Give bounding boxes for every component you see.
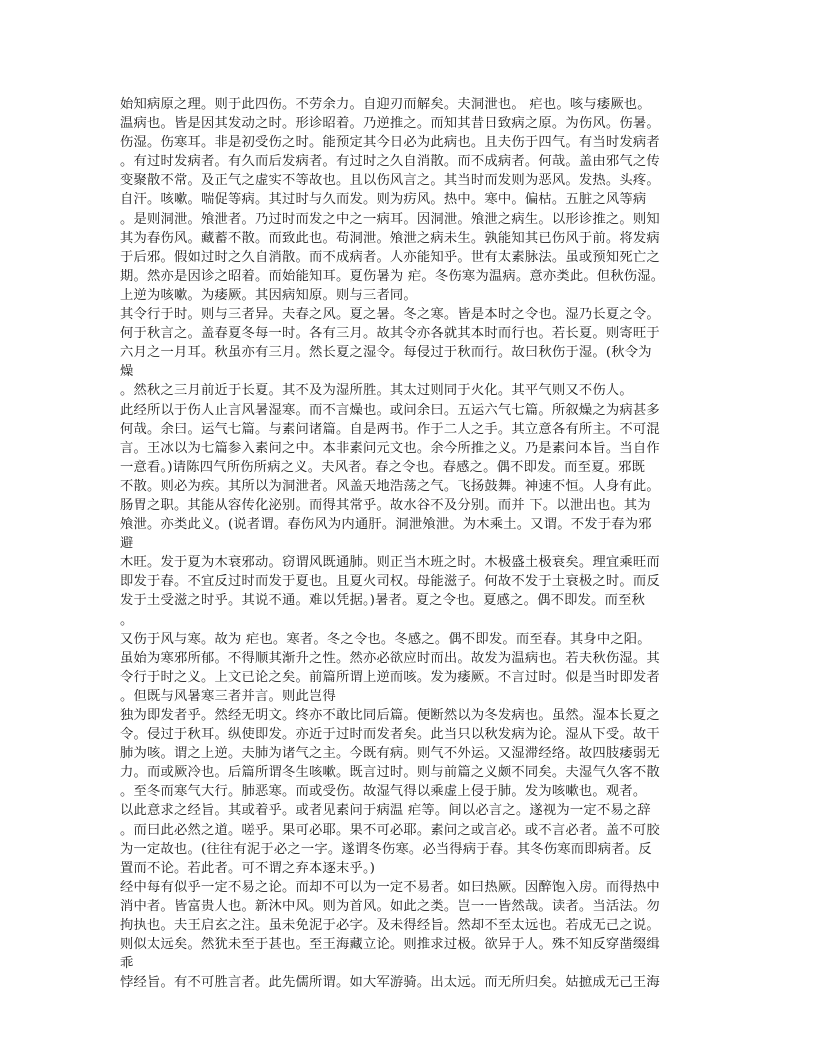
text-line: 。有过时发病者。有久而后发病者。有过时之久自消散。而不成病者。何哉。盖由邪气之传 xyxy=(120,154,660,170)
text-line: 令。侵过于秋耳。纵使即发。亦近于过时而发者矣。此当只以秋发病为论。湿从下受。故干 xyxy=(120,727,660,743)
text-line: 。是则洞泄。飧泄者。乃过时而发之中之一病耳。因洞泄。飧泄之病生。以形诊推之。则知 xyxy=(120,211,660,227)
text-line: 置而不论。若此者。可不谓之弃本逐末乎。) xyxy=(120,860,376,876)
text-line: 其为春伤风。藏蓄不散。而致此也。苟洞泄。飧泄之病未生。孰能知其已伤风于前。将发病 xyxy=(120,230,660,246)
text-line: 乖 xyxy=(120,956,134,972)
text-line: 不散。则必为疾。其所以为洞泄者。风盖天地浩荡之气。飞扬鼓舞。神速不恒。人身有此。 xyxy=(120,478,660,494)
text-line: 其令行于时。则与三者异。夫春之风。夏之暑。冬之寒。皆是本时之令也。湿乃长夏之令。 xyxy=(120,307,660,323)
text-line: 飧泄。亦类此义。(说者谓。春伤风为内通肝。洞泄飧泄。为木乘土。又谓。不发于春为邪 xyxy=(120,517,652,533)
text-line: 为一定故也。(往往有泥于必之一字。遂谓冬伤寒。必当得病于春。其冬伤寒而即病者。反 xyxy=(120,841,652,857)
text-line: 期。然亦是因诊之昭着。而始能知耳。夏伤暑为 疟。冬伤寒为温病。意亦类此。但秋伤湿。 xyxy=(120,268,665,284)
text-line: 何哉。余曰。运气七篇。与素问诸篇。自是两书。作于二人之手。其立意各有所主。不可混 xyxy=(120,421,660,437)
text-line: 肠胃之职。其能从容传化泌别。而得其常乎。故水谷不及分别。而并 下。以泄出也。其为 xyxy=(120,497,651,513)
text-line: 。然秋之三月前近于长夏。其不及为湿所胜。其太过则同于火化。其平气则又不伤人。 xyxy=(120,383,633,399)
text-line: 独为即发者乎。然经无明文。终亦不敢比同后篇。便断然以为冬发病也。虽然。湿本长夏之 xyxy=(120,708,660,723)
document-body xyxy=(120,95,686,992)
text-line: 虽始为寒邪所郁。不得顺其渐升之性。然亦必欲应时而出。故发为温病也。若夫秋伤湿。其 xyxy=(120,650,660,666)
text-line: 于后邪。假如过时之久自消散。而不成病者。人亦能知乎。世有太素脉法。虽或预知死亡之 xyxy=(120,249,660,265)
text-line: 一意看。)请陈四气所伤所病之义。夫风者。春之令也。春感之。偶不即发。而至夏。邪既 xyxy=(120,459,646,475)
text-line: 即发于春。不宜反过时而发于夏也。且夏火司权。母能滋子。何故不发于土衰极之时。而反 xyxy=(120,574,660,590)
text-line: 言。王冰以为七篇参入素问之中。本非素问元文也。余今所推之义。乃是素问本旨。当自作 xyxy=(120,440,660,456)
text-line: 。 xyxy=(120,612,134,628)
text-line: 六月之一月耳。秋虽亦有三月。然长夏之湿令。每侵过于秋而行。故曰秋伤于湿。(秋令为 xyxy=(120,345,652,361)
text-line: 。而曰此必然之道。嗟乎。果可必耶。果不可必耶。素问之或言必。或不言必者。盖不可胶 xyxy=(120,822,660,838)
text-line: 经中每有似乎一定不易之论。而却不可以为一定不易者。如曰热厥。因醉饱入房。而得热中 xyxy=(120,879,660,895)
text-line: 肺为咳。谓之上逆。夫肺为诸气之主。今既有病。则气不外运。又湿滞经络。故四肢痿弱无 xyxy=(120,746,660,762)
text-line: 木旺。发于夏为木衰邪动。窃谓风既通肺。则正当木班之时。木极盛土极衰矣。理宜乘旺而 xyxy=(120,555,660,571)
text-line: 伤湿。伤寒耳。非是初受伤之时。能预定其今日必为此病也。且夫伤于四气。有当时发病者 xyxy=(120,135,660,151)
text-line: 以此意求之经旨。其或着乎。或者见素问于病温 疟等。间以必言之。遂视为一定不易之辞 xyxy=(120,803,651,819)
text-line: 自汗。咳嗽。喘促等病。其过时与久而发。则为疠风。热中。寒中。偏枯。五脏之风等病 xyxy=(120,192,647,208)
text-line: 此经所以于伤人止言风暑湿寒。而不言燥也。或问余曰。五运六气七篇。所叙燥之为病甚多 xyxy=(120,402,660,418)
text-line: 拘执也。夫王启玄之注。虽未免泥于必字。及未得经旨。然却不至太远也。若成无己之说。 xyxy=(120,918,660,934)
text-line: 则似太远矣。然犹未至于甚也。至王海藏立论。则推求过极。欲异于人。殊不知反穿凿缀缉 xyxy=(120,937,660,953)
text-line: 上逆为咳嗽。为痿厥。其因病知原。则与三者同。 xyxy=(120,287,417,303)
text-line: 始知病原之理。则于此四伤。不劳余力。自迎刃而解矣。夫洞泄也。 疟也。咳与痿厥也。 xyxy=(120,97,651,112)
text-line: 令行于时之义。上文已论之矣。前篇所谓上逆而咳。发为痿厥。不言过时。似是当时即发者 xyxy=(120,669,660,685)
text-line: 消中者。皆富贵人也。新沐中风。则为首风。如此之类。岂一一皆然哉。读者。当活法。勿 xyxy=(120,898,660,914)
text-line: 悖经旨。有不可胜言者。此先儒所谓。如大军游骑。出太远。而无所归矣。姑摭成无己王海 xyxy=(120,975,660,991)
text-line: 。但既与风暑寒三者并言。则此岂得 xyxy=(120,688,336,704)
text-line: 。至冬而寒气大行。肺恶寒。而或受伤。故湿气得以乘虚上侵于肺。发为咳嗽也。观者。 xyxy=(120,784,647,800)
text-line: 燥 xyxy=(120,364,134,380)
text-line: 又伤于风与寒。故为 疟也。寒者。冬之令也。冬感之。偶不即发。而至春。其身中之阳。 xyxy=(120,631,651,647)
text-line: 温病也。皆是因其发动之时。形诊昭着。乃逆推之。而知其昔日致病之原。为伤风。伤暑。 xyxy=(120,116,660,132)
text-line: 发于土受滋之时乎。其说不通。难以凭据。)暑者。夏之令也。夏感之。偶不即发。而至秋 xyxy=(120,593,646,609)
text-line: 力。而或厥冷也。后篇所谓冬生咳嗽。既言过时。则与前篇之义颇不同矣。夫湿气久客不散 xyxy=(120,765,660,781)
text-line: 变聚散不常。及正气之虚实不等故也。且以伤风言之。其当时而发则为恶风。发热。头疼。 xyxy=(120,173,660,189)
text-line: 避 xyxy=(120,536,134,552)
text-line: 何于秋言之。盖春夏冬每一时。各有三月。故其令亦各就其本时而行也。若长夏。则寄旺于 xyxy=(120,326,660,342)
